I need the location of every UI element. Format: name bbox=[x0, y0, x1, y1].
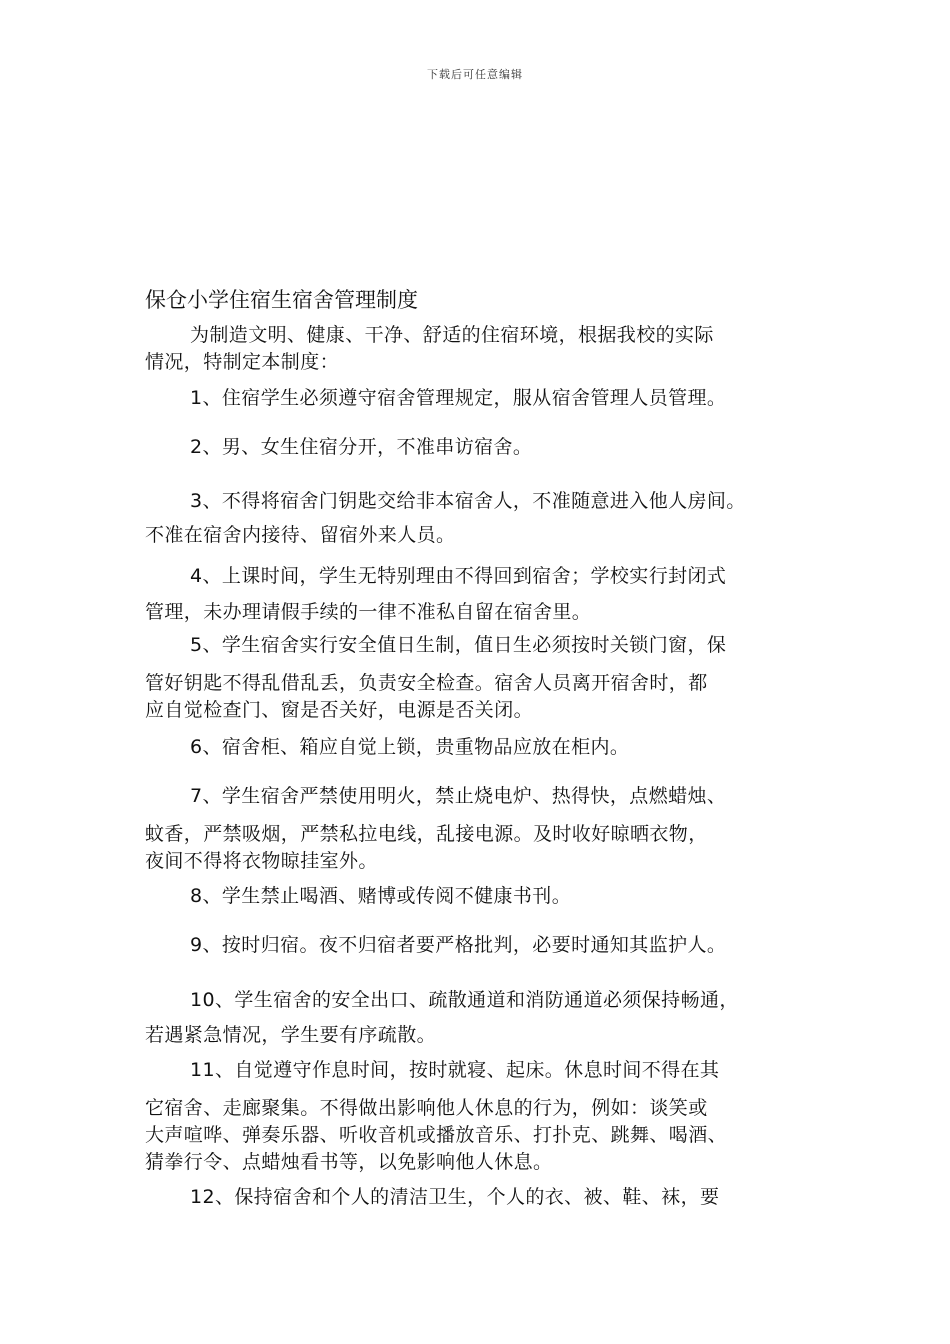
paragraph-line: 1、住宿学生必须遵守宿舍管理规定，服从宿舍管理人员管理。 bbox=[190, 387, 727, 409]
paragraph-intro bbox=[145, 322, 825, 376]
paragraph-line: 10、学生宿舍的安全出口、疏散通道和消防通道必须保持畅通， bbox=[190, 989, 739, 1011]
rule-item-4 bbox=[145, 558, 825, 630]
paragraph-line: 它宿舍、走廊聚集。不得做出影响他人休息的行为，例如：谈笑或 bbox=[145, 1097, 708, 1119]
rule-item-7 bbox=[145, 783, 825, 875]
paragraph-line: 5、学生宿舍实行安全值日生制，值日生必须按时关锁门窗，保 bbox=[190, 634, 727, 656]
paragraph-line: 蚊香，严禁吸烟，严禁私拉电线，乱接电源。及时收好晾晒衣物， bbox=[145, 823, 708, 845]
rule-item-9 bbox=[145, 932, 825, 959]
paragraph-line: 12、保持宿舍和个人的清洁卫生，个人的衣、被、鞋、袜，要 bbox=[190, 1186, 720, 1208]
paragraph-line: 情况，特制定本制度： bbox=[145, 351, 340, 373]
rule-item-2 bbox=[145, 434, 825, 461]
rule-item-5 bbox=[145, 632, 825, 724]
paragraph-line: 为制造文明、健康、干净、舒适的住宿环境，根据我校的实际 bbox=[190, 324, 714, 346]
paragraph-line: 应自觉检查门、窗是否关好，电源是否关闭。 bbox=[145, 699, 534, 721]
paragraph-line: 大声喧哗、弹奏乐器、听收音机或播放音乐、打扑克、跳舞、喝酒、 bbox=[145, 1124, 728, 1146]
rule-item-3 bbox=[145, 484, 825, 552]
paragraph-line: 8、学生禁止喝酒、赌博或传阅不健康书刊。 bbox=[190, 885, 572, 907]
rule-item-8 bbox=[145, 883, 825, 910]
paragraph-line: 6、宿舍柜、箱应自觉上锁，贵重物品应放在柜内。 bbox=[190, 736, 630, 758]
rule-item-10 bbox=[145, 983, 825, 1053]
rule-item-1 bbox=[145, 385, 825, 412]
paragraph-line: 11、自觉遵守作息时间，按时就寝、起床。休息时间不得在其 bbox=[190, 1059, 720, 1081]
paragraph-line: 9、按时归宿。夜不归宿者要严格批判，必要时通知其监护人。 bbox=[190, 934, 727, 956]
document-title: 保仓小学住宿生宿舍管理制度 bbox=[145, 288, 418, 312]
paragraph-line: 猜拳行令、点蜡烛看书等，以免影响他人休息。 bbox=[145, 1151, 553, 1173]
paragraph-line: 若遇紧急情况，学生要有序疏散。 bbox=[145, 1024, 437, 1046]
paragraph-line: 不准在宿舍内接待、留宿外来人员。 bbox=[145, 524, 456, 546]
rule-item-11 bbox=[145, 1057, 825, 1176]
paragraph-line: 管理，未办理请假手续的一律不准私自留在宿舍里。 bbox=[145, 601, 592, 623]
paragraph-line: 管好钥匙不得乱借乱丢，负责安全检查。宿舍人员离开宿舍时，都 bbox=[145, 672, 708, 694]
paragraph-line: 2、男、女生住宿分开，不准串访宿舍。 bbox=[190, 436, 533, 458]
rule-item-6 bbox=[145, 734, 825, 761]
paragraph-line: 7、学生宿舍严禁使用明火，禁止烧电炉、热得快，点燃蜡烛、 bbox=[190, 785, 727, 807]
header-note: 下载后可任意编辑 bbox=[427, 68, 523, 81]
paragraph-line: 4、上课时间，学生无特别理由不得回到宿舍；学校实行封闭式 bbox=[190, 565, 727, 587]
paragraph-line: 夜间不得将衣物晾挂室外。 bbox=[145, 850, 378, 872]
paragraph-line: 3、不得将宿舍门钥匙交给非本宿舍人，不准随意进入他人房间。 bbox=[190, 490, 746, 512]
rule-item-12 bbox=[145, 1184, 825, 1211]
